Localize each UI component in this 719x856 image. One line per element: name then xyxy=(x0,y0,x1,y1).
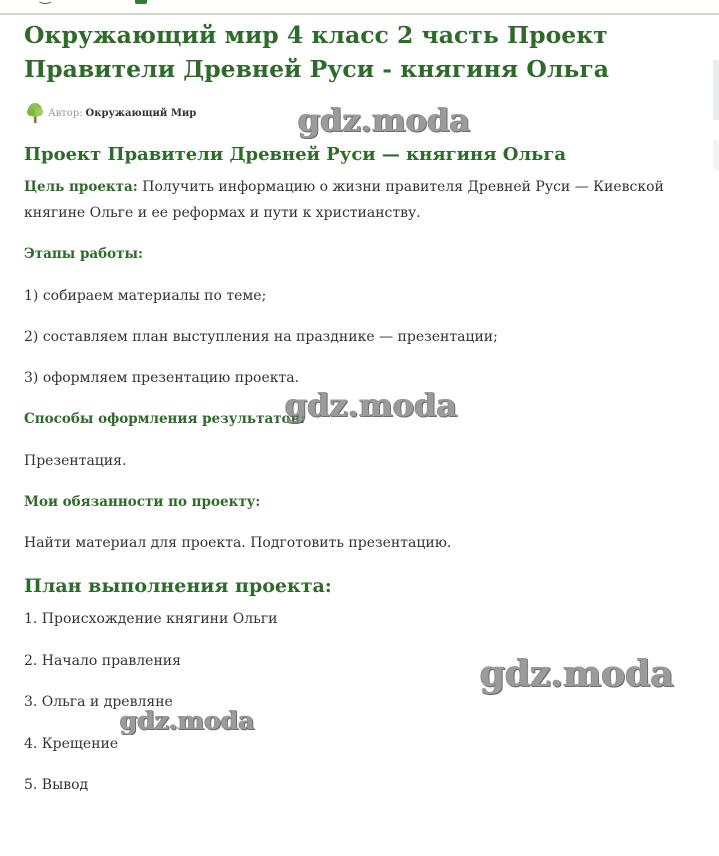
watermark: gdz.moda xyxy=(298,101,471,139)
side-panel-edge-2[interactable] xyxy=(713,140,719,170)
header-divider xyxy=(0,13,719,15)
plan-item: 2. Начало правления xyxy=(24,653,181,669)
plan-heading: План выполнения проекта: xyxy=(24,575,332,597)
top-breadcrumb-strip xyxy=(0,0,719,7)
page-title: Окружающий мир 4 класс 2 часть Проект Правители Древней Руси - княгиня Ольга xyxy=(24,21,609,83)
plan-item: 1. Происхождение княгини Ольги xyxy=(24,611,278,627)
tree-icon xyxy=(25,102,45,124)
side-panel-edge[interactable] xyxy=(713,60,719,120)
crumb-fragment xyxy=(40,0,50,5)
stage-item: 1) собираем материалы по теме; xyxy=(24,288,267,304)
plan-item: 5. Вывод xyxy=(24,777,89,793)
duties-paragraph xyxy=(24,489,260,515)
site-logo-icon xyxy=(135,0,147,4)
stage-item: 2) составляем план выступления на празднике — презентации; xyxy=(24,329,498,345)
article-heading: Проект Правители Древней Руси — княгиня Ольга xyxy=(24,144,567,165)
watermark: gdz.moda xyxy=(285,386,458,424)
methods-paragraph xyxy=(24,406,305,432)
stages-paragraph xyxy=(24,241,143,267)
methods-text: Презентация. xyxy=(24,453,127,469)
goal-paragraph xyxy=(24,174,664,226)
author-link[interactable]: Окружающий Мир xyxy=(85,107,197,119)
stage-item: 3) оформляем презентацию проекта. xyxy=(24,370,300,386)
duties-label: Мои обязанности по проекту: xyxy=(24,494,261,510)
goal-text: Получить информацию о жизни правителя Древней Руси — Киевской княгине Ольге и ее реформах и пути к христианству. xyxy=(24,179,664,221)
author-line xyxy=(25,102,196,124)
plan-item: 3. Ольга и древляне xyxy=(24,694,173,710)
goal-label: Цель проекта: xyxy=(24,179,138,195)
watermark: gdz.moda xyxy=(480,653,674,695)
stages-label: Этапы работы: xyxy=(24,246,144,262)
duties-text: Найти материал для проекта. Подготовить презентацию. xyxy=(24,535,452,551)
watermark: gdz.moda xyxy=(120,706,255,735)
methods-label: Способы оформления результатов: xyxy=(24,411,305,427)
plan-item: 4. Крещение xyxy=(24,736,119,752)
author-prefix: Автор: xyxy=(48,107,83,119)
